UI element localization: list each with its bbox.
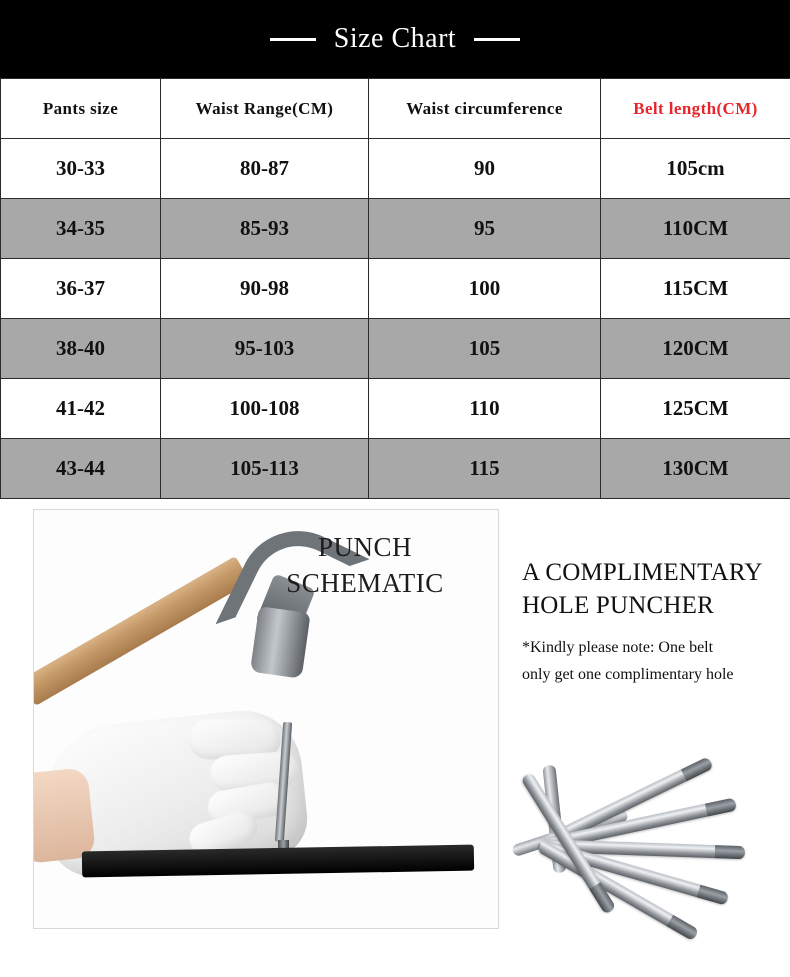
cell-pants-size: 38-40 <box>1 319 161 379</box>
table-row <box>1 199 790 259</box>
cell-waist-range: 95-103 <box>161 319 369 379</box>
cell-pants-size: 41-42 <box>1 379 161 439</box>
wrist-icon <box>33 767 96 864</box>
complimentary-note-line2: only get one complimentary hole <box>522 661 790 688</box>
header-inner <box>270 23 520 55</box>
cell-waist-circumference: 115 <box>369 439 601 499</box>
cell-pants-size: 34-35 <box>1 199 161 259</box>
complimentary-heading-line2: HOLE PUNCHER <box>522 590 790 623</box>
complimentary-puncher-block <box>522 557 790 688</box>
cell-belt-length: 130CM <box>601 439 790 499</box>
page-title: Size Chart <box>334 23 456 55</box>
table-row <box>1 319 790 379</box>
column-header-waist-range: Waist Range(CM) <box>161 79 369 139</box>
header-left-dash-icon <box>270 38 316 41</box>
cell-waist-range: 90-98 <box>161 259 369 319</box>
punch-title-line1: PUNCH <box>250 530 480 566</box>
hole-puncher-set-photo <box>500 729 790 959</box>
cell-waist-range: 100-108 <box>161 379 369 439</box>
punch-title-line2: SCHEMATIC <box>250 566 480 602</box>
cell-pants-size: 43-44 <box>1 439 161 499</box>
cell-waist-range: 80-87 <box>161 139 369 199</box>
cell-waist-circumference: 110 <box>369 379 601 439</box>
cell-pants-size: 36-37 <box>1 259 161 319</box>
cell-waist-range: 85-93 <box>161 199 369 259</box>
illustration-section <box>0 499 790 977</box>
cell-waist-circumference: 95 <box>369 199 601 259</box>
cell-waist-circumference: 100 <box>369 259 601 319</box>
table-row <box>1 259 790 319</box>
table-row <box>1 139 790 199</box>
table-body <box>1 139 790 499</box>
cell-belt-length: 120CM <box>601 319 790 379</box>
cell-waist-range: 105-113 <box>161 439 369 499</box>
column-header-belt-length: Belt length(CM) <box>601 79 790 139</box>
column-header-waist-circumference: Waist circumference <box>369 79 601 139</box>
cell-belt-length: 110CM <box>601 199 790 259</box>
cell-belt-length: 115CM <box>601 259 790 319</box>
table-header-row <box>1 79 790 139</box>
table-row <box>1 439 790 499</box>
page-header <box>0 0 790 78</box>
cell-belt-length: 125CM <box>601 379 790 439</box>
complimentary-heading-line1: A COMPLIMENTARY <box>522 557 790 590</box>
column-header-pants-size: Pants size <box>1 79 161 139</box>
cell-belt-length: 105cm <box>601 139 790 199</box>
size-chart-table <box>0 78 790 499</box>
table-row <box>1 379 790 439</box>
punch-schematic-photo <box>33 509 499 929</box>
header-right-dash-icon <box>474 38 520 41</box>
hammer-face-icon <box>250 606 311 679</box>
table-header <box>1 79 790 139</box>
cell-waist-circumference: 90 <box>369 139 601 199</box>
complimentary-note-line1: *Kindly please note: One belt <box>522 634 790 661</box>
cell-waist-circumference: 105 <box>369 319 601 379</box>
cell-pants-size: 30-33 <box>1 139 161 199</box>
punch-schematic-title <box>250 530 480 601</box>
